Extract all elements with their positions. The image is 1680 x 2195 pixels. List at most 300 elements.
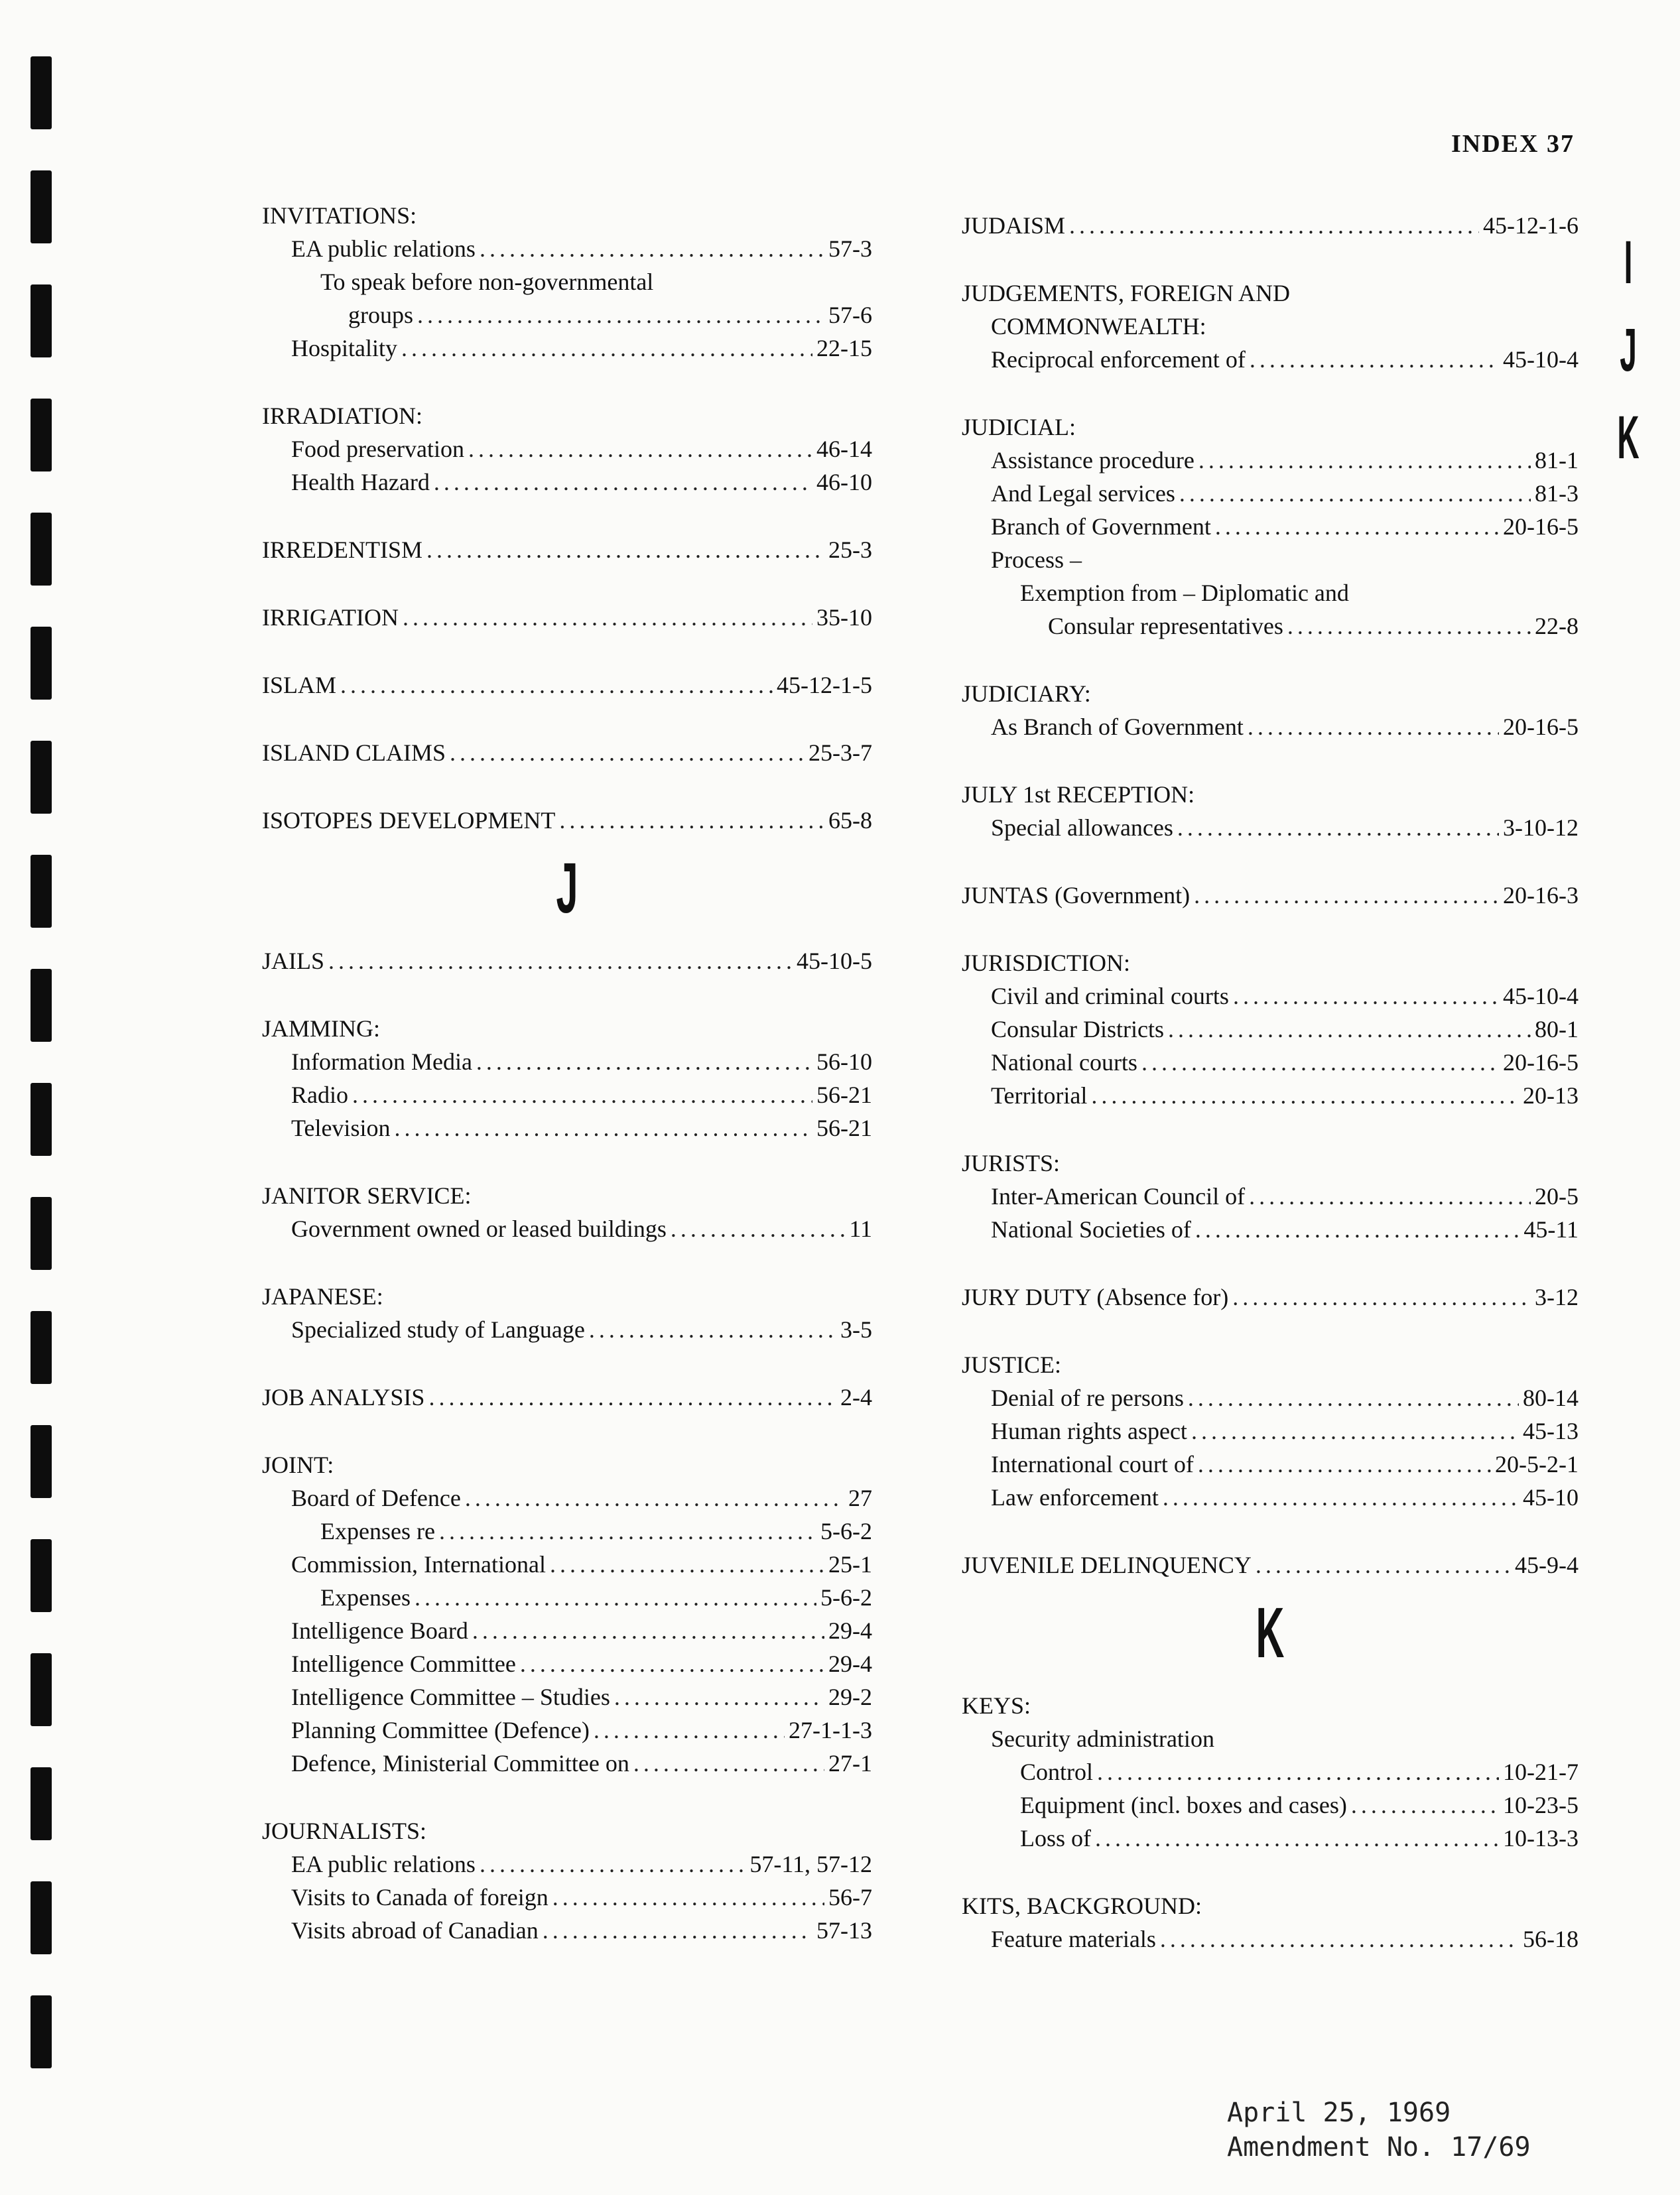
- index-heading: JOURNALISTS:: [262, 1818, 427, 1844]
- entry-reference: 45-11: [1523, 1216, 1579, 1243]
- entry-label: IRREDENTISM: [262, 536, 422, 563]
- index-entry: [262, 1381, 872, 1414]
- leader-dots: [468, 432, 812, 466]
- index-entry: [262, 736, 872, 769]
- index-heading: JANITOR SERVICE:: [262, 1182, 472, 1209]
- index-entry: [262, 232, 872, 265]
- entry-label: Health Hazard: [291, 469, 430, 495]
- binding-hole: [31, 1767, 52, 1840]
- binding-hole: [31, 1881, 52, 1954]
- binding-hole: [31, 284, 52, 357]
- entry-reference: 35-10: [816, 604, 872, 631]
- entry-label: And Legal services: [991, 480, 1175, 507]
- index-group: [962, 1147, 1579, 1246]
- leader-dots: [439, 1515, 816, 1548]
- entry-reference: 25-3-7: [808, 739, 872, 766]
- index-entry: [962, 1922, 1579, 1956]
- index-entry: [962, 576, 1579, 609]
- leader-dots: [417, 298, 824, 332]
- index-entry: [962, 343, 1579, 376]
- side-letter-tabs: [1602, 219, 1655, 481]
- index-group: [262, 199, 872, 365]
- entry-label: Intelligence Committee: [291, 1651, 516, 1677]
- entry-label: National Societies of: [991, 1216, 1191, 1243]
- binding-hole: [31, 56, 52, 129]
- entry-reference: 27: [848, 1485, 872, 1511]
- entry-label: Intelligence Committee – Studies: [291, 1684, 610, 1710]
- entry-label: Consular representatives: [1048, 613, 1283, 639]
- leader-dots: [1163, 1481, 1519, 1514]
- index-group: [962, 209, 1579, 242]
- index-entry: [962, 1381, 1579, 1414]
- index-group: [962, 1689, 1579, 1855]
- index-entry: [262, 432, 872, 466]
- entry-reference: 46-14: [816, 436, 872, 462]
- index-entry: [262, 601, 872, 634]
- binding-hole: [31, 1197, 52, 1270]
- leader-dots: [1095, 1822, 1499, 1855]
- leader-dots: [465, 1481, 844, 1515]
- entry-reference: 45-10-5: [797, 948, 872, 974]
- leader-dots: [550, 1548, 824, 1581]
- footer-date: April 25, 1969: [1227, 2098, 1451, 2128]
- binding-hole: [31, 513, 52, 586]
- entry-reference: 3-10-12: [1503, 814, 1579, 841]
- entry-label: Process –: [991, 546, 1082, 573]
- entry-label: Civil and criminal courts: [991, 983, 1229, 1009]
- entry-reference: 46-10: [816, 469, 872, 495]
- index-group: [962, 946, 1579, 1112]
- entry-reference: 56-18: [1523, 1926, 1579, 1952]
- leader-dots: [1179, 477, 1531, 510]
- index-heading: INVITATIONS:: [262, 202, 417, 229]
- index-entry: [962, 510, 1579, 543]
- index-entry: [962, 543, 1579, 576]
- entry-reference: 45-10: [1523, 1484, 1579, 1511]
- leader-dots: [552, 1881, 824, 1914]
- entry-reference: 80-14: [1523, 1385, 1579, 1411]
- index-group: [262, 601, 872, 634]
- index-group: [962, 1281, 1579, 1314]
- entry-reference: 22-15: [816, 335, 872, 361]
- leader-dots: [559, 804, 824, 837]
- entry-label: JUVENILE DELINQUENCY: [962, 1552, 1252, 1578]
- leader-dots: [543, 1914, 812, 1947]
- entry-reference: 57-6: [828, 302, 872, 328]
- index-heading: JAPANESE:: [262, 1283, 383, 1310]
- section-letter: K: [1256, 1592, 1285, 1672]
- entry-label: As Branch of Government: [991, 714, 1244, 740]
- entry-reference: 20-5: [1535, 1183, 1579, 1210]
- index-group: [262, 944, 872, 977]
- leader-dots: [480, 1848, 745, 1881]
- leader-dots: [352, 1078, 812, 1111]
- leader-dots: [1188, 1381, 1519, 1414]
- leader-dots: [1195, 1213, 1519, 1246]
- entry-label: JUNTAS (Government): [962, 882, 1191, 909]
- index-entry: [962, 710, 1579, 743]
- entry-reference: 45-13: [1523, 1418, 1579, 1444]
- index-entry: [262, 1045, 872, 1078]
- section-letter: J: [556, 847, 578, 928]
- entry-label: Denial of re persons: [991, 1385, 1184, 1411]
- entry-reference: 20-16-3: [1503, 882, 1579, 909]
- index-entry: [962, 477, 1579, 510]
- leader-dots: [415, 1581, 816, 1614]
- entry-label: Law enforcement: [991, 1484, 1159, 1511]
- entry-label: Commission, International: [291, 1551, 546, 1578]
- index-group: [262, 1179, 872, 1245]
- entry-label: Specialized study of Language: [291, 1316, 585, 1343]
- entry-label: Feature materials: [991, 1926, 1156, 1952]
- leader-dots: [1069, 209, 1479, 242]
- binding-hole: [31, 1653, 52, 1726]
- index-entry: [262, 1313, 872, 1346]
- index-entry: [262, 1111, 872, 1145]
- leader-dots: [594, 1714, 785, 1747]
- entry-label: Human rights aspect: [991, 1418, 1187, 1444]
- leader-dots: [394, 1111, 812, 1145]
- index-heading: JUSTICE:: [962, 1351, 1062, 1378]
- entry-reference: 25-1: [828, 1551, 872, 1578]
- leader-dots: [614, 1680, 824, 1714]
- leader-dots: [1191, 1414, 1519, 1448]
- index-group: [262, 1814, 872, 1947]
- entry-reference: 29-4: [828, 1651, 872, 1677]
- leader-dots: [1250, 343, 1499, 376]
- binding-hole: [31, 1311, 52, 1384]
- leader-dots: [1287, 609, 1531, 643]
- entry-label: JUDAISM: [962, 212, 1066, 239]
- entry-reference: 29-2: [828, 1684, 872, 1710]
- index-heading: JUDICIAL:: [962, 414, 1076, 440]
- entry-reference: 45-10-4: [1503, 983, 1579, 1009]
- index-entry: [262, 533, 872, 566]
- entry-label: Hospitality: [291, 335, 397, 361]
- entry-reference: 5-6-2: [820, 1518, 872, 1544]
- entry-reference: 57-11, 57-12: [749, 1851, 872, 1877]
- entry-label: ISLAND CLAIMS: [262, 739, 446, 766]
- index-group: [262, 1448, 872, 1780]
- entry-label: Equipment (incl. boxes and cases): [1020, 1792, 1347, 1818]
- entry-label: JOB ANALYSIS: [262, 1384, 425, 1411]
- entry-label: Consular Districts: [991, 1016, 1164, 1042]
- entry-label: Assistance procedure: [991, 447, 1195, 473]
- leader-dots: [1198, 444, 1531, 477]
- entry-label: Information Media: [291, 1048, 472, 1075]
- binding-hole: [31, 399, 52, 471]
- entry-reference: 22-8: [1535, 613, 1579, 639]
- entry-reference: 56-7: [828, 1884, 872, 1911]
- leader-dots: [589, 1313, 836, 1346]
- leader-dots: [328, 944, 793, 977]
- entry-reference: 20-5-2-1: [1495, 1451, 1579, 1477]
- index-group: [262, 1280, 872, 1346]
- entry-label: ISOTOPES DEVELOPMENT: [262, 807, 556, 834]
- index-group: [262, 399, 872, 499]
- leader-dots: [450, 736, 805, 769]
- side-letter: J: [1620, 316, 1637, 384]
- index-group: [262, 1012, 872, 1145]
- index-entry: [262, 1614, 872, 1647]
- index-entry: [262, 668, 872, 702]
- entry-reference: 45-12-1-6: [1483, 212, 1579, 239]
- index-entry: [262, 298, 872, 332]
- binding-hole: [31, 1539, 52, 1612]
- entry-label: Control: [1020, 1759, 1094, 1785]
- entry-reference: 45-10-4: [1503, 346, 1579, 373]
- index-entry: [262, 1581, 872, 1614]
- index-entry: [962, 1079, 1579, 1112]
- index-entry: [262, 1212, 872, 1245]
- entry-reference: 65-8: [828, 807, 872, 834]
- leader-dots: [1168, 1013, 1531, 1046]
- leader-dots: [633, 1747, 824, 1780]
- entry-reference: 57-13: [816, 1917, 872, 1944]
- entry-label: Exemption from – Diplomatic and: [1020, 580, 1349, 606]
- entry-reference: 27-1: [828, 1750, 872, 1777]
- index-group: [962, 277, 1579, 376]
- entry-label: EA public relations: [291, 1851, 476, 1877]
- entry-label: Reciprocal enforcement of: [991, 346, 1246, 373]
- entry-label: Food preservation: [291, 436, 464, 462]
- index-group: [962, 1548, 1579, 1582]
- entry-reference: 2-4: [840, 1384, 872, 1411]
- leader-dots: [434, 466, 812, 499]
- index-group: [962, 879, 1579, 912]
- index-entry: [962, 310, 1579, 343]
- entry-reference: 11: [849, 1216, 872, 1242]
- index-entry: [962, 1548, 1579, 1582]
- index-heading: IRRADIATION:: [262, 403, 422, 429]
- leader-dots: [1177, 811, 1499, 844]
- index-heading: JULY 1st RECEPTION:: [962, 781, 1195, 808]
- index-entry: [962, 1448, 1579, 1481]
- entry-label: JAILS: [262, 948, 325, 974]
- binding-hole: [31, 1995, 52, 2068]
- leader-dots: [426, 533, 824, 566]
- leader-dots: [671, 1212, 845, 1245]
- index-entry: [962, 879, 1579, 912]
- index-entry: [262, 1881, 872, 1914]
- entry-reference: 56-21: [816, 1082, 872, 1108]
- index-entry: [962, 1722, 1579, 1755]
- entry-label: Government owned or leased buildings: [291, 1216, 667, 1242]
- binding-hole: [31, 741, 52, 814]
- leader-dots: [1248, 710, 1499, 743]
- leader-dots: [1249, 1180, 1531, 1213]
- index-group: [962, 677, 1579, 743]
- side-letter: I: [1624, 229, 1633, 296]
- index-entry: [262, 332, 872, 365]
- leader-dots: [1097, 1755, 1499, 1788]
- index-heading: JAMMING:: [262, 1015, 381, 1042]
- entry-label: Expenses: [320, 1584, 411, 1611]
- index-group: [962, 1889, 1579, 1956]
- index-entry: [962, 1213, 1579, 1246]
- index-heading: KITS, BACKGROUND:: [962, 1893, 1202, 1919]
- entry-reference: 45-9-4: [1515, 1552, 1579, 1578]
- binding-hole: [31, 1083, 52, 1156]
- index-entry: [262, 1078, 872, 1111]
- index-heading: KEYS:: [962, 1692, 1031, 1719]
- entry-reference: 20-13: [1523, 1082, 1579, 1109]
- leader-dots: [1256, 1548, 1511, 1582]
- index-group: [262, 736, 872, 769]
- page-number: INDEX 37: [1451, 130, 1575, 158]
- index-group: [262, 804, 872, 837]
- leader-dots: [1141, 1046, 1499, 1079]
- entry-label: COMMONWEALTH:: [991, 313, 1206, 340]
- entry-label: ISLAM: [262, 672, 337, 698]
- leader-dots: [520, 1647, 824, 1680]
- entry-reference: 5-6-2: [820, 1584, 872, 1611]
- entry-reference: 56-10: [816, 1048, 872, 1075]
- entry-reference: 81-1: [1535, 447, 1579, 473]
- entry-reference: 10-13-3: [1503, 1825, 1579, 1851]
- index-entry: [962, 1180, 1579, 1213]
- index-entry: [262, 944, 872, 977]
- index-entry: [962, 209, 1579, 242]
- index-group: [262, 668, 872, 702]
- entry-label: EA public relations: [291, 235, 476, 262]
- entry-reference: 3-12: [1535, 1284, 1579, 1310]
- entry-reference: 20-16-5: [1503, 513, 1579, 540]
- index-heading: JOINT:: [262, 1452, 334, 1478]
- index-entry: [962, 1414, 1579, 1448]
- index-group: [262, 533, 872, 566]
- entry-label: Television: [291, 1115, 391, 1141]
- entry-reference: 45-12-1-5: [777, 672, 872, 698]
- entry-reference: 81-3: [1535, 480, 1579, 507]
- entry-label: groups: [348, 302, 413, 328]
- leader-dots: [480, 232, 824, 265]
- binding-hole: [31, 1425, 52, 1498]
- index-column-left: [262, 199, 872, 1981]
- index-group: [962, 410, 1579, 643]
- index-entry: [962, 1281, 1579, 1314]
- leader-dots: [472, 1614, 824, 1647]
- leader-dots: [476, 1045, 812, 1078]
- entry-reference: 10-21-7: [1503, 1759, 1579, 1785]
- index-entry: [962, 1755, 1579, 1788]
- binding-hole: [31, 627, 52, 700]
- index-entry: [262, 1914, 872, 1947]
- leader-dots: [340, 668, 773, 702]
- entry-label: Visits to Canada of foreign: [291, 1884, 549, 1911]
- entry-reference: 57-3: [828, 235, 872, 262]
- leader-dots: [1215, 510, 1499, 543]
- leader-dots: [401, 332, 812, 365]
- entry-label: Expenses re: [320, 1518, 435, 1544]
- index-entry: [962, 1481, 1579, 1514]
- leader-dots: [1091, 1079, 1519, 1112]
- entry-reference: 80-1: [1535, 1016, 1579, 1042]
- binding-hole: [31, 170, 52, 243]
- entry-label: International court of: [991, 1451, 1194, 1477]
- side-letter: K: [1617, 404, 1640, 471]
- index-entry: [262, 1714, 872, 1747]
- index-entry: [262, 265, 872, 298]
- entry-label: Planning Committee (Defence): [291, 1717, 590, 1743]
- leader-dots: [1233, 979, 1499, 1013]
- entry-label: To speak before non-governmental: [320, 269, 654, 295]
- index-entry: [962, 979, 1579, 1013]
- index-group: [262, 1381, 872, 1414]
- index-group: [962, 1348, 1579, 1514]
- entry-label: Visits abroad of Canadian: [291, 1917, 539, 1944]
- entry-reference: 20-16-5: [1503, 714, 1579, 740]
- index-entry: [262, 804, 872, 837]
- entry-reference: 20-16-5: [1503, 1049, 1579, 1076]
- entry-reference: 3-5: [840, 1316, 872, 1343]
- index-heading: JURISTS:: [962, 1150, 1061, 1176]
- leader-dots: [1198, 1448, 1491, 1481]
- entry-label: Radio: [291, 1082, 348, 1108]
- entry-reference: 29-4: [828, 1617, 872, 1644]
- footer: [1227, 2096, 1531, 2164]
- index-entry: [962, 1822, 1579, 1855]
- index-heading: JUDICIARY:: [962, 680, 1091, 707]
- index-column-right: [962, 209, 1579, 1990]
- index-heading: JUDGEMENTS, FOREIGN AND: [962, 280, 1291, 306]
- leader-dots: [1160, 1922, 1519, 1956]
- entry-label: Territorial: [991, 1082, 1088, 1109]
- entry-reference: 25-3: [828, 536, 872, 563]
- entry-reference: 27-1-1-3: [789, 1717, 872, 1743]
- footer-amendment: Amendment No. 17/69: [1227, 2132, 1531, 2163]
- index-entry: [962, 1788, 1579, 1822]
- index-entry: [262, 1481, 872, 1515]
- entry-label: Branch of Government: [991, 513, 1211, 540]
- index-heading: JURISDICTION:: [962, 950, 1131, 976]
- index-group: [962, 778, 1579, 844]
- index-entry: [262, 1848, 872, 1881]
- leader-dots: [1232, 1281, 1531, 1314]
- binding-hole: [31, 969, 52, 1042]
- index-entry: [962, 609, 1579, 643]
- entry-label: JURY DUTY (Absence for): [962, 1284, 1229, 1310]
- index-entry: [262, 1747, 872, 1780]
- entry-label: IRRIGATION: [262, 604, 399, 631]
- index-entry: [962, 1046, 1579, 1079]
- index-entry: [262, 1647, 872, 1680]
- entry-label: Loss of: [1020, 1825, 1091, 1851]
- leader-dots: [428, 1381, 836, 1414]
- entry-label: Defence, Ministerial Committee on: [291, 1750, 629, 1777]
- index-entry: [962, 444, 1579, 477]
- entry-label: Intelligence Board: [291, 1617, 468, 1644]
- index-entry: [962, 1013, 1579, 1046]
- binding-hole: [31, 855, 52, 928]
- entry-label: Inter-American Council of: [991, 1183, 1246, 1210]
- index-entry: [262, 1680, 872, 1714]
- index-entry: [262, 466, 872, 499]
- leader-dots: [1351, 1788, 1499, 1822]
- index-entry: [262, 1515, 872, 1548]
- entry-label: Special allowances: [991, 814, 1173, 841]
- entry-reference: 56-21: [816, 1115, 872, 1141]
- entry-label: Security administration: [991, 1725, 1214, 1752]
- leader-dots: [403, 601, 812, 634]
- index-entry: [262, 1548, 872, 1581]
- index-entry: [962, 811, 1579, 844]
- entry-label: National courts: [991, 1049, 1137, 1076]
- entry-label: Board of Defence: [291, 1485, 461, 1511]
- binding-holes: [0, 0, 80, 2195]
- entry-reference: 10-23-5: [1503, 1792, 1579, 1818]
- leader-dots: [1194, 879, 1499, 912]
